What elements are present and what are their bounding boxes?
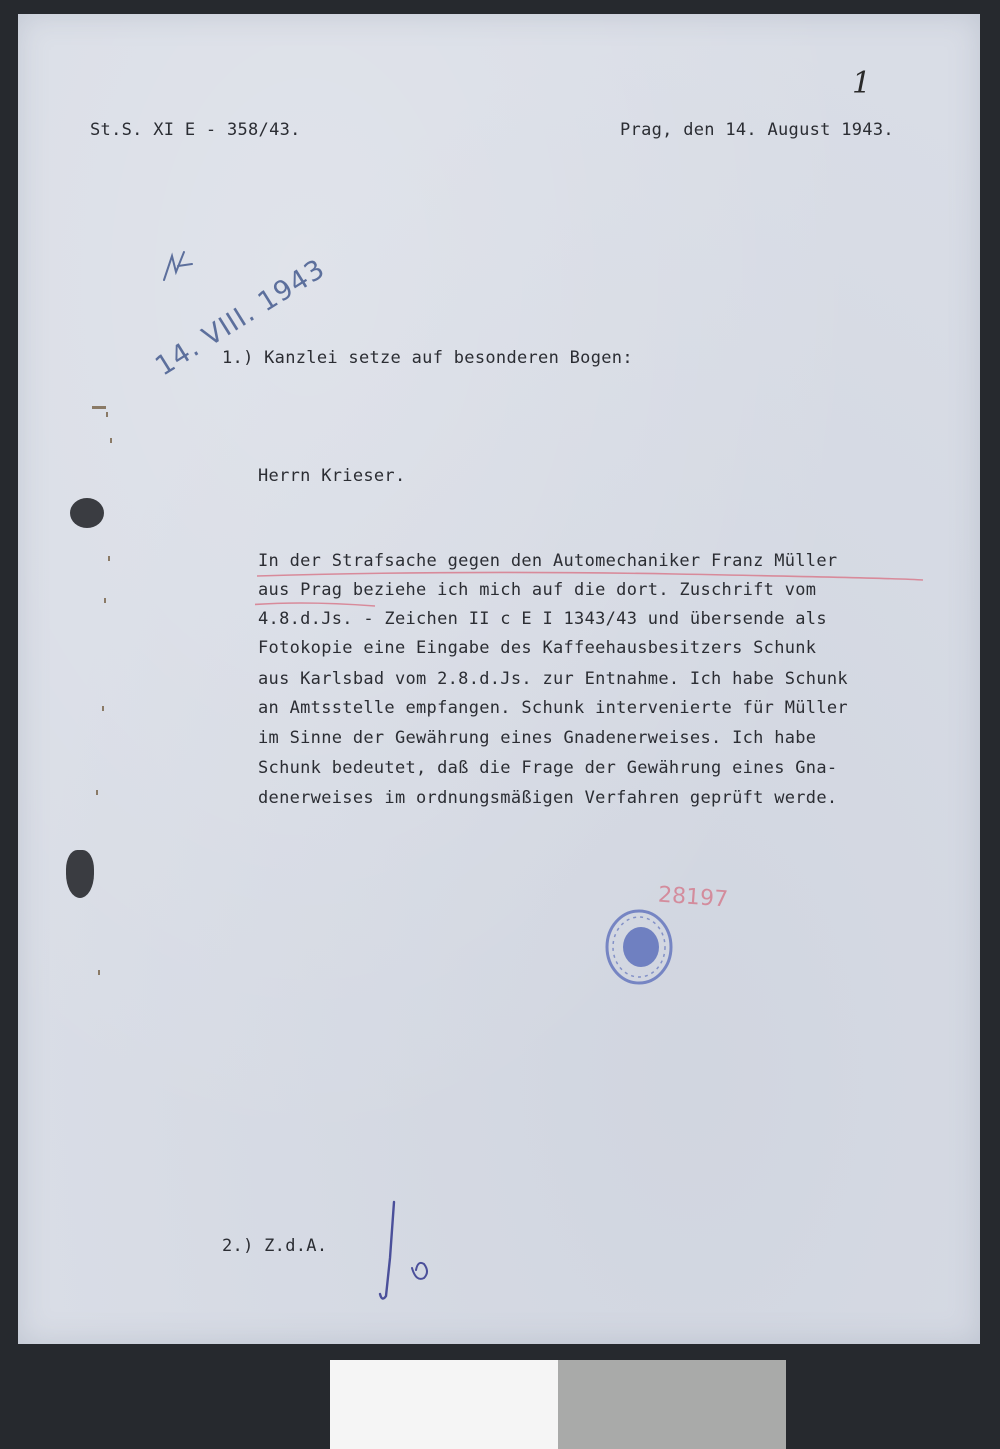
margin-mark bbox=[110, 438, 112, 443]
margin-mark bbox=[102, 706, 104, 711]
red-underline-mark bbox=[255, 568, 935, 614]
margin-mark bbox=[96, 790, 98, 795]
letter-body-line: Fotokopie eine Eingabe des Kaffeehausbesitzers Schunk bbox=[258, 638, 817, 658]
letter-body-line: denerweises im ordnungsmäßigen Verfahren geprüft werde. bbox=[258, 788, 838, 808]
margin-mark bbox=[92, 406, 106, 409]
instruction-item-2: 2.) Z.d.A. bbox=[222, 1236, 328, 1256]
red-archive-number: 28197 bbox=[657, 882, 729, 913]
initials-mark-icon bbox=[160, 250, 196, 284]
office-seal-stamp-icon bbox=[603, 905, 675, 987]
page-number: 1 bbox=[852, 66, 872, 101]
margin-mark bbox=[104, 598, 106, 603]
calibration-white-patch bbox=[330, 1360, 558, 1449]
margin-mark bbox=[106, 412, 108, 417]
letter-body-line: 4.8.d.Js. - Zeichen II c E I 1343/43 und übersende als bbox=[258, 609, 827, 629]
place-and-date: Prag, den 14. August 1943. bbox=[620, 120, 894, 140]
calibration-gray-patch bbox=[558, 1360, 786, 1449]
letter-body-line: aus Prag beziehe ich mich auf die dort. Zuschrift vom bbox=[258, 580, 817, 600]
punch-hole-bottom bbox=[66, 850, 94, 898]
addressee: Herrn Krieser. bbox=[258, 466, 406, 486]
letter-body-line: Schunk bedeutet, daß die Frage der Gewährung eines Gna- bbox=[258, 758, 838, 778]
letter-body-line: In der Strafsache gegen den Automechaniker Franz Müller bbox=[258, 551, 838, 571]
letter-body-line: im Sinne der Gewährung eines Gnadenerweises. Ich habe bbox=[258, 728, 817, 748]
instruction-item-1: 1.) Kanzlei setze auf besonderen Bogen: bbox=[222, 348, 633, 368]
margin-mark bbox=[98, 970, 100, 975]
reference-number: St.S. XI E - 358/43. bbox=[90, 120, 301, 140]
received-date-stamp: 14. VIII. 1943 bbox=[150, 253, 331, 383]
signature-icon bbox=[372, 1198, 442, 1310]
punch-hole-top bbox=[70, 498, 104, 528]
margin-mark bbox=[108, 556, 110, 561]
letter-body-line: an Amtsstelle empfangen. Schunk intervenierte für Müller bbox=[258, 698, 848, 718]
letter-body-line: aus Karlsbad vom 2.8.d.Js. zur Entnahme. Ich habe Schunk bbox=[258, 669, 848, 689]
